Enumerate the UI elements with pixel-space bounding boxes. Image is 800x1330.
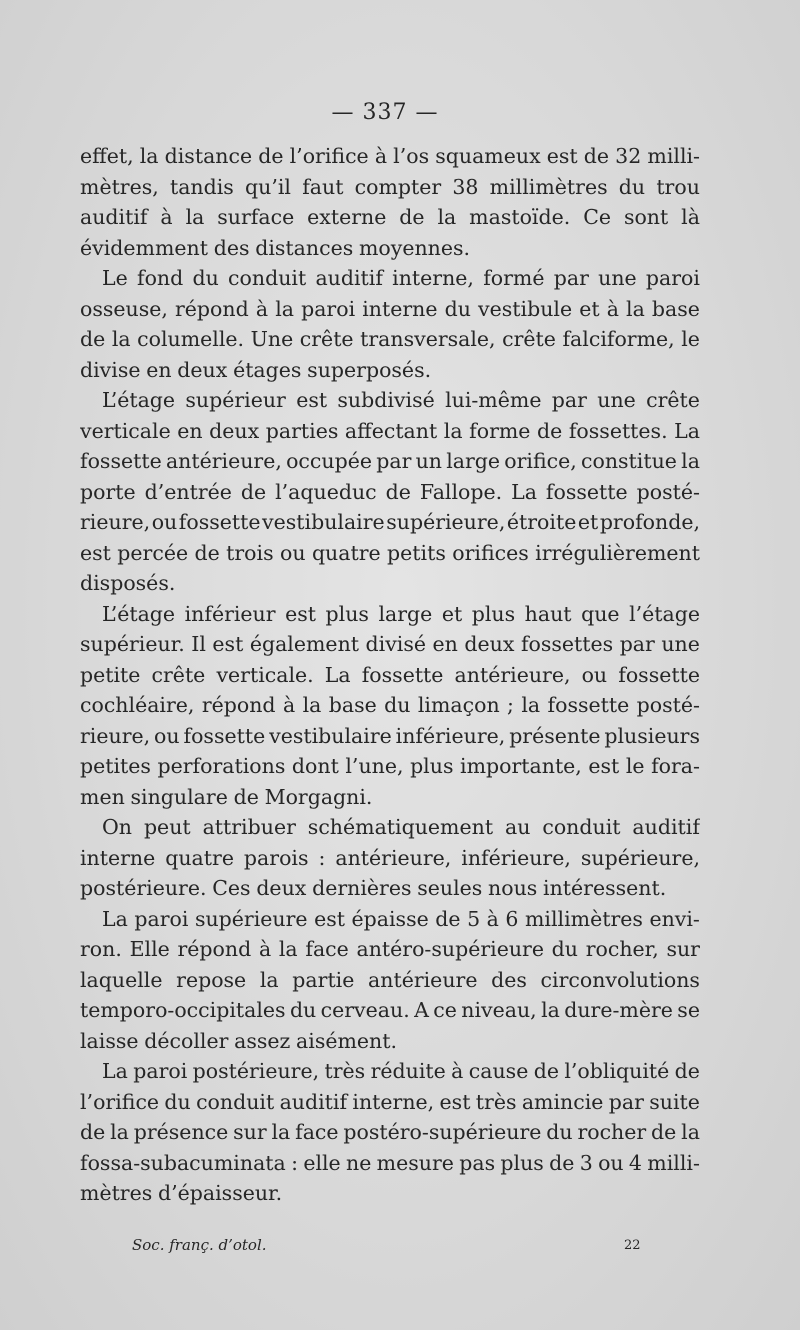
text-line: laisse décoller assez aisément. — [80, 1028, 398, 1053]
text-line: de la présence sur la face postéro-supérieure du rocher de la — [80, 1120, 700, 1144]
text-line: petite crête verticale. La fossette antérieure, ou fossette — [80, 662, 700, 687]
text-line: rieure, ou fossette vestibulaire supérieure, étroite et profonde, — [80, 510, 700, 534]
text-line: mètres, tandis qu’il faut compter 38 millimètres du trou — [80, 174, 700, 199]
text-line: effet, la distance de l’orifice à l’os squameux est de 32 milli- — [80, 144, 700, 168]
text-line: laquelle repose la partie antérieure des circonvolutions — [80, 967, 700, 992]
text-line: évidemment des distances moyennes. — [80, 235, 471, 260]
text-line: L’étage supérieur est subdivisé lui-même par une crête — [102, 388, 700, 412]
text-line: est percée de trois ou quatre petits orifices irrégulièrement — [80, 540, 700, 565]
text-line: temporo-occipitales du cerveau. A ce niveau, la dure-mère se — [80, 998, 700, 1022]
journal-abbreviation: Soc. franç. d’otol. — [132, 1236, 267, 1254]
text-line: porte d’entrée de l’aqueduc de Fallope. La fossette posté- — [80, 479, 700, 504]
body-text — [80, 141, 700, 1209]
text-line: rieure, ou fossette vestibulaire inférieure, présente plusieurs — [80, 723, 700, 748]
text-line: fossette antérieure, occupée par un large orifice, constitue la — [80, 449, 700, 473]
text-line: La paroi postérieure, très réduite à cause de l’obliquité de — [102, 1059, 700, 1083]
text-line: fossa-subacuminata : elle ne mesure pas plus de 3 ou 4 milli- — [80, 1150, 700, 1175]
text-line: On peut attribuer schématiquement au conduit auditif — [102, 815, 700, 839]
text-line: La paroi supérieure est épaisse de 5 à 6 millimètres envi- — [102, 906, 700, 931]
text-line: l’orifice du conduit auditif interne, est très amincie par suite — [80, 1089, 700, 1114]
text-line: mètres d’épaisseur. — [80, 1181, 283, 1205]
text-line: Le fond du conduit auditif interne, formé par une paroi — [102, 266, 700, 290]
text-line: L’étage inférieur est plus large et plus haut que l’étage — [102, 601, 700, 626]
text-line: petites perforations dont l’une, plus importante, est le fora- — [80, 754, 700, 778]
text-line: interne quatre parois : antérieure, inférieure, supérieure, — [80, 845, 700, 870]
text-line: de la columelle. Une crête transversale, crête falciforme, le — [80, 327, 700, 351]
text-line: osseuse, répond à la paroi interne du vestibule et à la base — [80, 296, 700, 321]
page-number: — 337 — — [331, 100, 439, 125]
text-line: disposés. — [80, 571, 176, 595]
text-line: cochléaire, répond à la base du limaçon ; la fossette posté- — [80, 693, 700, 717]
text-line: ron. Elle répond à la face antéro-supérieure du rocher, sur — [80, 937, 700, 961]
text-line: men singulare de Morgagni. — [80, 784, 373, 809]
text-line: auditif à la surface externe de la mastoïde. Ce sont là — [80, 205, 700, 229]
text-line: divise en deux étages superposés. — [80, 357, 432, 382]
text-line: postérieure. Ces deux dernières seules nous intéressent. — [80, 876, 667, 900]
text-line: supérieur. Il est également divisé en deux fossettes par une — [80, 632, 700, 656]
text-line: verticale en deux parties affectant la forme de fossettes. La — [80, 418, 700, 443]
signature-mark: 22 — [624, 1238, 641, 1253]
